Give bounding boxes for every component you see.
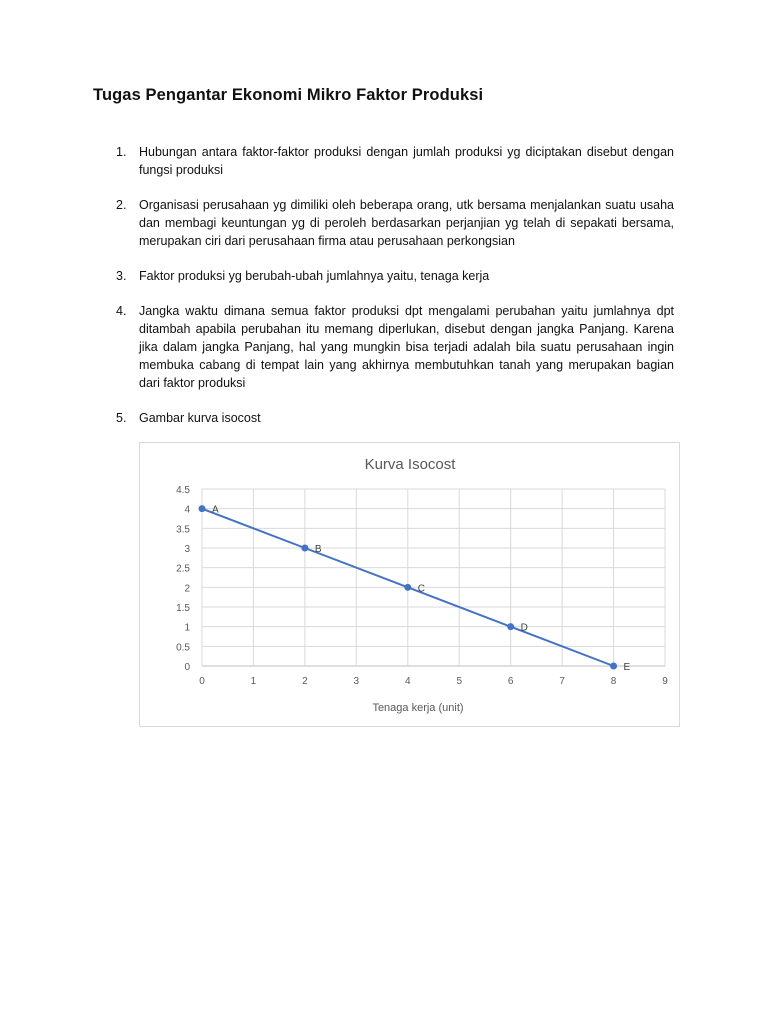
list-item <box>110 267 674 285</box>
y-tick-label: 4.5 <box>176 485 190 496</box>
point-label: D <box>520 622 528 634</box>
item-text: Organisasi perusahaan yg dimiliki oleh beberapa orang, utk bersama menjalankan suatu usaha dan membagi keuntungan yg di peroleh berdasarkan perjanjian yg telah di sepakati bersama, merupakan ciri dari perusahaan firma atau perusahaan perkongsian <box>139 198 674 248</box>
chart-svg <box>140 443 679 726</box>
x-tick-label: 8 <box>610 676 617 687</box>
item-number: 1. <box>116 145 127 159</box>
x-tick-label: 6 <box>507 676 514 687</box>
point-e <box>610 663 617 670</box>
chart-series <box>199 505 631 673</box>
item-number: 2. <box>116 198 127 212</box>
item-number: 4. <box>116 304 127 318</box>
x-tick-label: 5 <box>456 676 463 687</box>
y-tick-label: 4 <box>184 504 190 516</box>
list-item <box>110 196 674 250</box>
item-text: Hubungan antara faktor-faktor produksi dengan jumlah produksi yg diciptakan disebut dengan fungsi produksi <box>139 145 674 177</box>
y-tick-label: 0.5 <box>176 642 190 654</box>
x-tick-label: 0 <box>199 676 205 687</box>
chart-grid <box>202 489 665 666</box>
x-tick-label: 3 <box>353 676 360 687</box>
point-c <box>404 584 411 591</box>
list-item <box>110 302 674 392</box>
x-tick-label: 7 <box>559 676 565 687</box>
document-title: Tugas Pengantar Ekonomi Mikro Faktor Produksi <box>93 86 484 104</box>
x-tick-label: 4 <box>404 676 411 687</box>
point-b <box>301 545 308 552</box>
item-number: 3. <box>116 269 127 283</box>
chart-title: Kurva Isocost <box>364 456 456 473</box>
y-tick-label: 3.5 <box>176 524 190 536</box>
point-label: C <box>417 583 426 595</box>
point-label: E <box>623 662 631 673</box>
y-tick-label: 3 <box>184 544 190 555</box>
x-axis-label: Tenaga kerja (unit) <box>372 702 464 714</box>
item-text: Jangka waktu dimana semua faktor produksi dpt mengalami perubahan yaitu jumlahnya dpt ditambah apabila perubahan itu memang diperlukan, disebut dengan jangka Panjang. Karena jika dalam jangka Panjang, hal yang mungkin bisa terjadi adalah bila suatu perusahaan ingin membuka cabang di tempat lain yang akhirnya membutuhkan tanah yang merupakan bagian dari faktor produksi <box>139 304 674 390</box>
x-tick-label: 9 <box>662 676 668 687</box>
item-text: Faktor produksi yg berubah-ubah jumlahnya yaitu, tenaga kerja <box>139 269 490 283</box>
point-a <box>199 505 206 512</box>
item-text: Gambar kurva isocost <box>139 411 261 425</box>
point-label: A <box>212 504 219 516</box>
y-tick-label: 1.5 <box>176 603 190 614</box>
y-tick-label: 2.5 <box>176 563 190 575</box>
list-item <box>110 143 674 179</box>
x-tick-label: 2 <box>302 676 308 687</box>
list-item <box>110 409 674 427</box>
isocost-chart <box>139 442 680 727</box>
answer-list <box>110 143 674 444</box>
y-tick-label: 1 <box>184 622 190 634</box>
y-tick-label: 2 <box>184 583 190 595</box>
point-label: B <box>314 544 322 555</box>
x-tick-label: 1 <box>250 676 257 687</box>
item-number: 5. <box>116 411 127 425</box>
point-d <box>507 623 514 630</box>
y-tick-label: 0 <box>184 662 190 673</box>
